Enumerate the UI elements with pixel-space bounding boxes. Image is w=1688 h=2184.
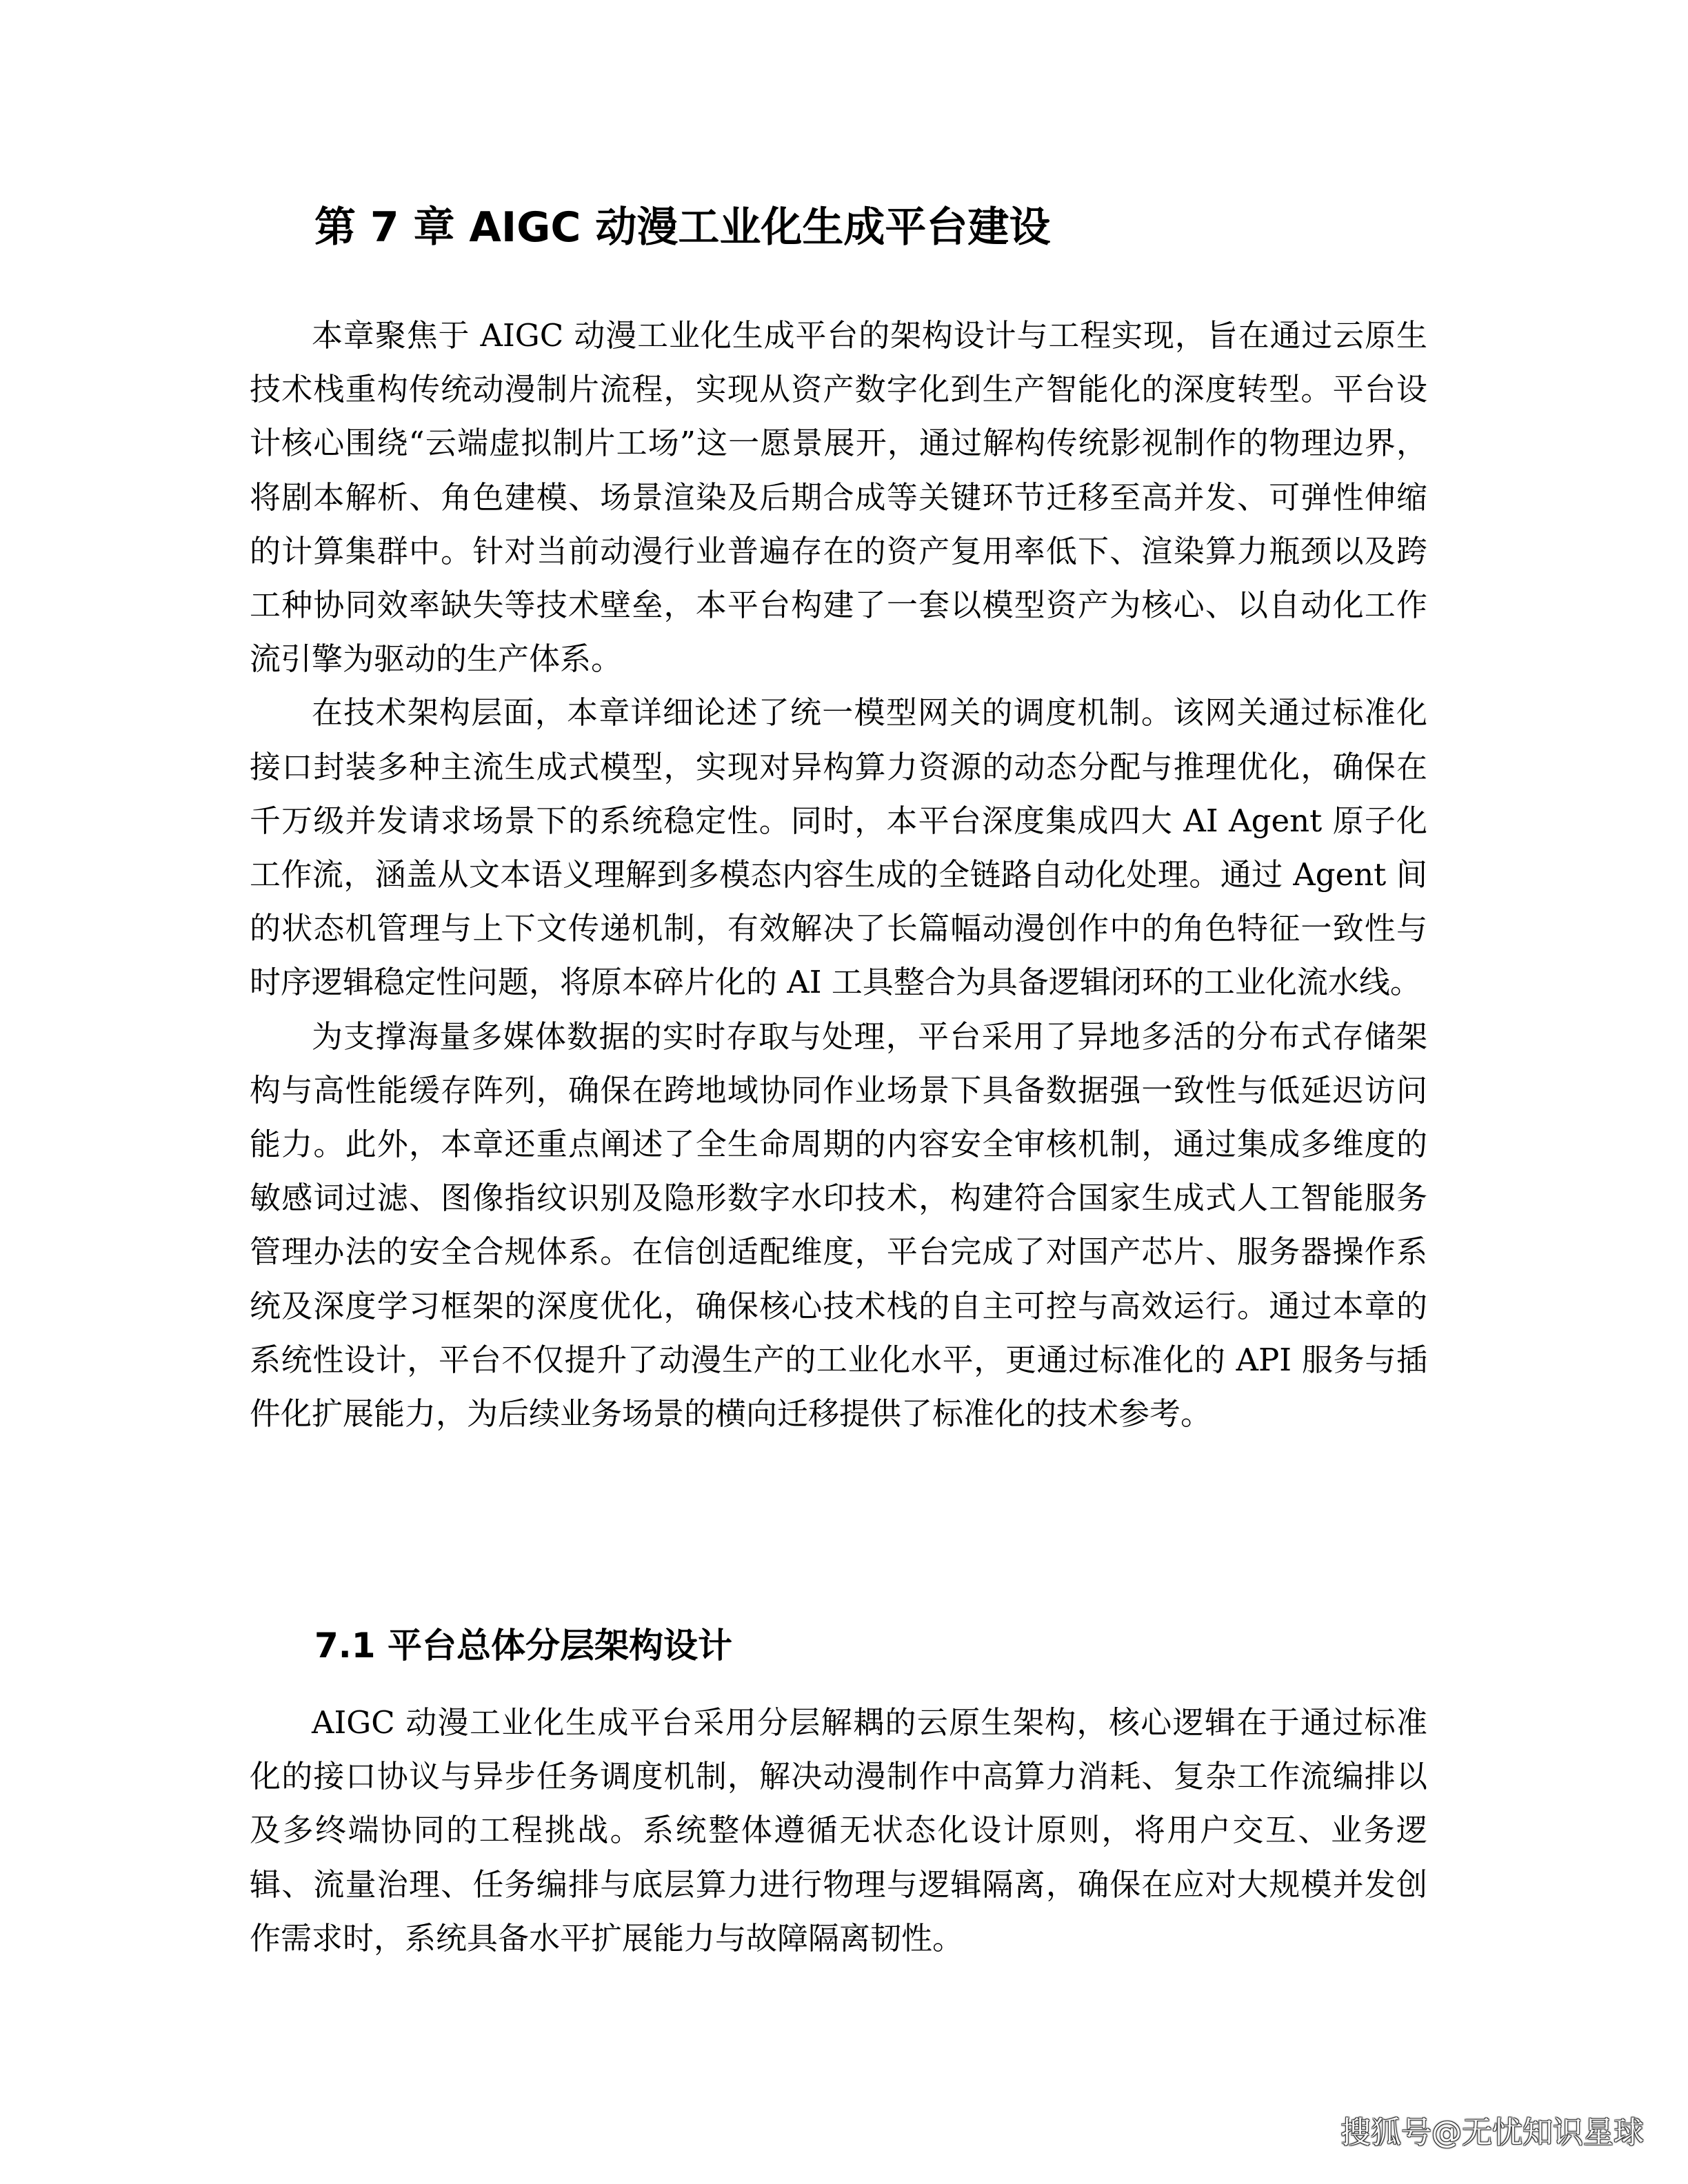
section-body [250,1696,1427,1965]
intro-paragraph-1: 本章聚焦于 AIGC 动漫工业化生成平台的架构设计与工程实现，旨在通过云原生技术栈重构传统动漫制片流程，实现从资产数字化到生产智能化的深度转型。平台设计核心围绕“云端虚拟制片工场”这一愿景展开，通过解构传统影视制作的物理边界，将剧本解析、角色建模、场景渲染及后期合成等关键环节迁移至高并发、可弹性伸缩的计算集群中。针对当前动漫行业普遍存在的资产复用率低下、渲染算力瓶颈以及跨工种协同效率缺失等技术壁垒，本平台构建了一套以模型资产为核心、以自动化工作流引擎为驱动的生产体系。 [250,317,1427,678]
intro-paragraph-3: 为支撑海量多媒体数据的实时存取与处理，平台采用了异地多活的分布式存储架构与高性能缓存阵列，确保在跨地域协同作业场景下具备数据强一致性与低延迟访问能力。此外，本章还重点阐述了全生命周期的内容安全审核机制，通过集成多维度的敏感词过滤、图像指纹识别及隐形数字水印技术，构建符合国家生成式人工智能服务管理办法的安全合规体系。在信创适配维度，平台完成了对国产芯片、服务器操作系统及深度学习框架的深度优化，确保核心技术栈的自主可控与高效运行。通过本章的系统性设计，平台不仅提升了动漫生产的工业化水平，更通过标准化的 API 服务与插件化扩展能力，为后续业务场景的横向迁移提供了标准化的技术参考。 [250,1018,1427,1433]
section-paragraph-1: AIGC 动漫工业化生成平台采用分层解耦的云原生架构，核心逻辑在于通过标准化的接口协议与异步任务调度机制，解决动漫制作中高算力消耗、复杂工作流编排以及多终端协同的工程挑战。系统整体遵循无状态化设计原则，将用户交互、业务逻辑、流量治理、任务编排与底层算力进行物理与逻辑隔离，确保在应对大规模并发创作需求时，系统具备水平扩展能力与故障隔离韧性。 [250,1704,1427,1957]
chapter-intro [250,309,1427,1441]
source-watermark: 搜狐号@无忧知识星球 [1340,2115,1644,2150]
intro-paragraph-2: 在技术架构层面，本章详细论述了统一模型网关的调度机制。该网关通过标准化接口封装多种主流生成式模型，实现对异构算力资源的动态分配与推理优化，确保在千万级并发请求场景下的系统稳定性。同时，本平台深度集成四大 AI Agent 原子化工作流，涵盖从文本语义理解到多模态内容生成的全链路自动化处理。通过 Agent 间的状态机管理与上下文传递机制，有效解决了长篇幅动漫创作中的角色特征一致性与时序逻辑稳定性问题，将原本碎片化的 AI 工具整合为具备逻辑闭环的工业化流水线。 [250,694,1427,1001]
section-title: 7.1 平台总体分层架构设计 [314,1626,732,1666]
chapter-title: 第 7 章 AIGC 动漫工业化生成平台建设 [314,203,1051,252]
